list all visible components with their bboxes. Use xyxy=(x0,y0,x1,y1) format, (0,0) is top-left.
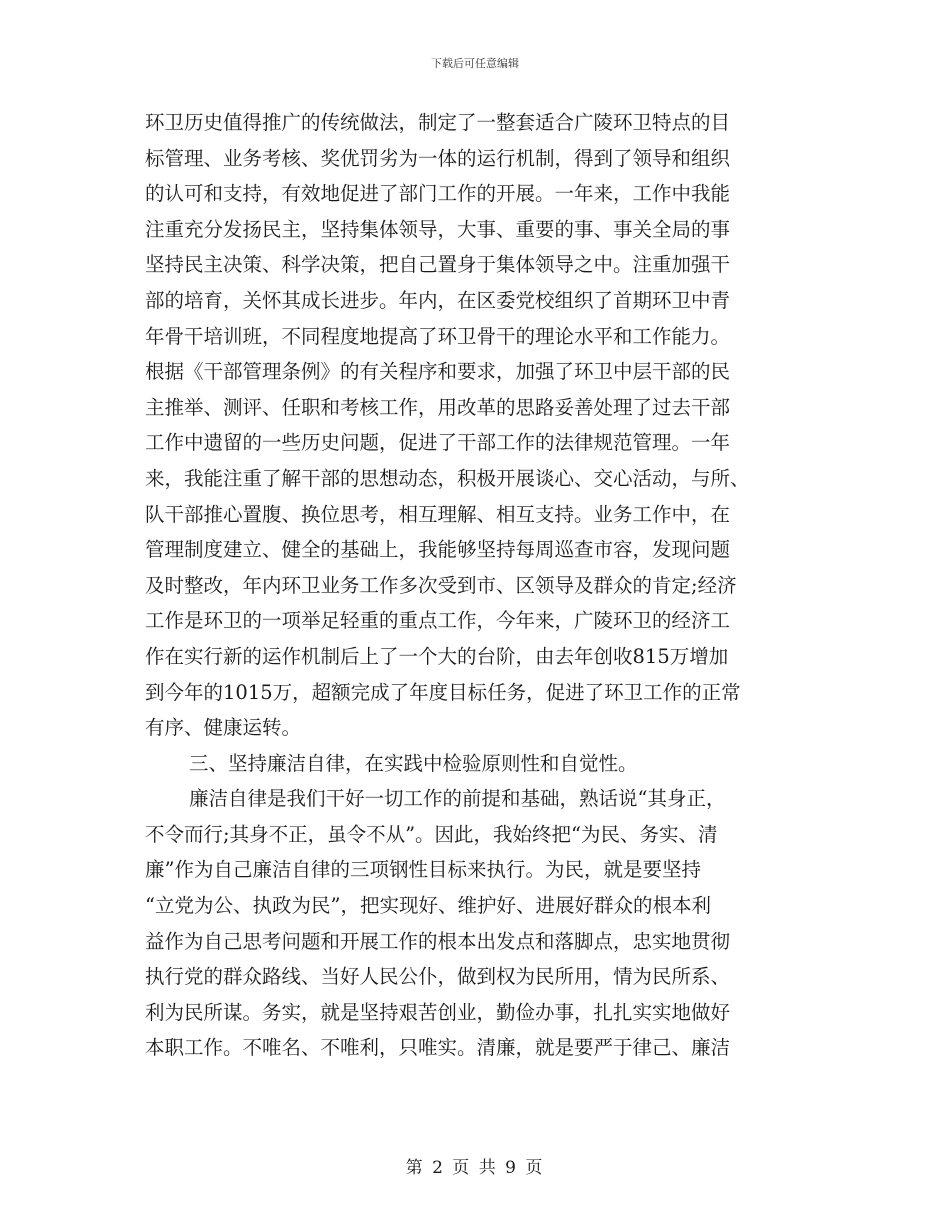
body-line: 不令而行;其身不正，虽令不从”。因此，我始终把“为民、务实、清 xyxy=(145,822,718,846)
document-body xyxy=(145,105,805,1066)
body-line: 利为民所谋。务实，就是坚持艰苦创业，勤俭办事，扎扎实实地做好 xyxy=(145,1000,731,1024)
body-line: 工作是环卫的一项举足轻重的重点工作，今年来，广陵环卫的经济工 xyxy=(145,609,731,633)
page-header-note: 下载后可任意编辑 xyxy=(431,57,519,70)
body-line: 廉”作为自己廉洁自律的三项钢性目标来执行。为民，就是要坚持 xyxy=(145,858,701,882)
body-line: 主推举、测评、任职和考核工作，用改革的思路妥善处理了过去干部 xyxy=(145,395,731,419)
body-line: 标管理、业务考核、奖优罚劣为一体的运行机制，得到了领导和组织 xyxy=(145,146,731,170)
body-line: 及时整改，年内环卫业务工作多次受到市、区领导及群众的肯定;经济 xyxy=(145,573,737,597)
body-line: 本职工作。不唯名、不唯利，只唯实。清廉，就是要严于律己、廉洁 xyxy=(145,1036,731,1060)
body-line: “立党为公、执政为民”，把实现好、维护好、进展好群众的根本利 xyxy=(145,894,711,918)
body-line: 的认可和支持，有效地促进了部门工作的开展。一年来，工作中我能 xyxy=(145,182,731,206)
body-line: 益作为自己思考问题和开展工作的根本出发点和落脚点，忠实地贯彻 xyxy=(145,929,731,953)
body-line: 廉洁自律是我们干好一切工作的前提和基础，熟话说“其身正， xyxy=(189,787,726,811)
body-line: 环卫历史值得推广的传统做法，制定了一整套适合广陵环卫特点的目 xyxy=(145,111,731,134)
body-line: 到今年的1015万，超额完成了年度目标任务，促进了环卫工作的正常 xyxy=(145,680,741,704)
body-line: 注重充分发扬民主，坚持集体领导，大事、重要的事、事关全局的事 xyxy=(145,217,731,241)
body-line: 年骨干培训班，不同程度地提高了环卫骨干的理论水平和工作能力。 xyxy=(145,324,731,348)
body-line: 管理制度建立、健全的基础上，我能够坚持每周巡查市容，发现问题 xyxy=(145,538,731,562)
body-line: 作在实行新的运作机制后上了一个大的台阶，由去年创收815万增加 xyxy=(145,644,729,668)
body-line: 坚持民主决策、科学决策，把自己置身于集体领导之中。注重加强干 xyxy=(145,253,731,277)
body-line: 队干部推心置腹、换位思考，相互理解、相互支持。业务工作中，在 xyxy=(145,502,731,526)
body-line: 来，我能注重了解干部的思想动态，积极开展谈心、交心活动，与所、 xyxy=(145,466,750,490)
section-heading: 三、坚持廉洁自律，在实践中检验原则性和自觉性。 xyxy=(189,751,638,775)
body-line: 工作中遗留的一些历史问题，促进了干部工作的法律规范管理。一年 xyxy=(145,431,731,455)
body-line: 根据《干部管理条例》的有关程序和要求，加强了环卫中层干部的民 xyxy=(145,360,731,384)
body-line: 部的培育，关怀其成长进步。年内，在区委党校组织了首期环卫中青 xyxy=(145,288,731,312)
page-number-footer: 第 2 页 共 9 页 xyxy=(405,1158,545,1178)
body-line: 执行党的群众路线、当好人民公仆，做到权为民所用，情为民所系、 xyxy=(145,965,731,989)
body-line: 有序、健康运转。 xyxy=(145,716,302,740)
